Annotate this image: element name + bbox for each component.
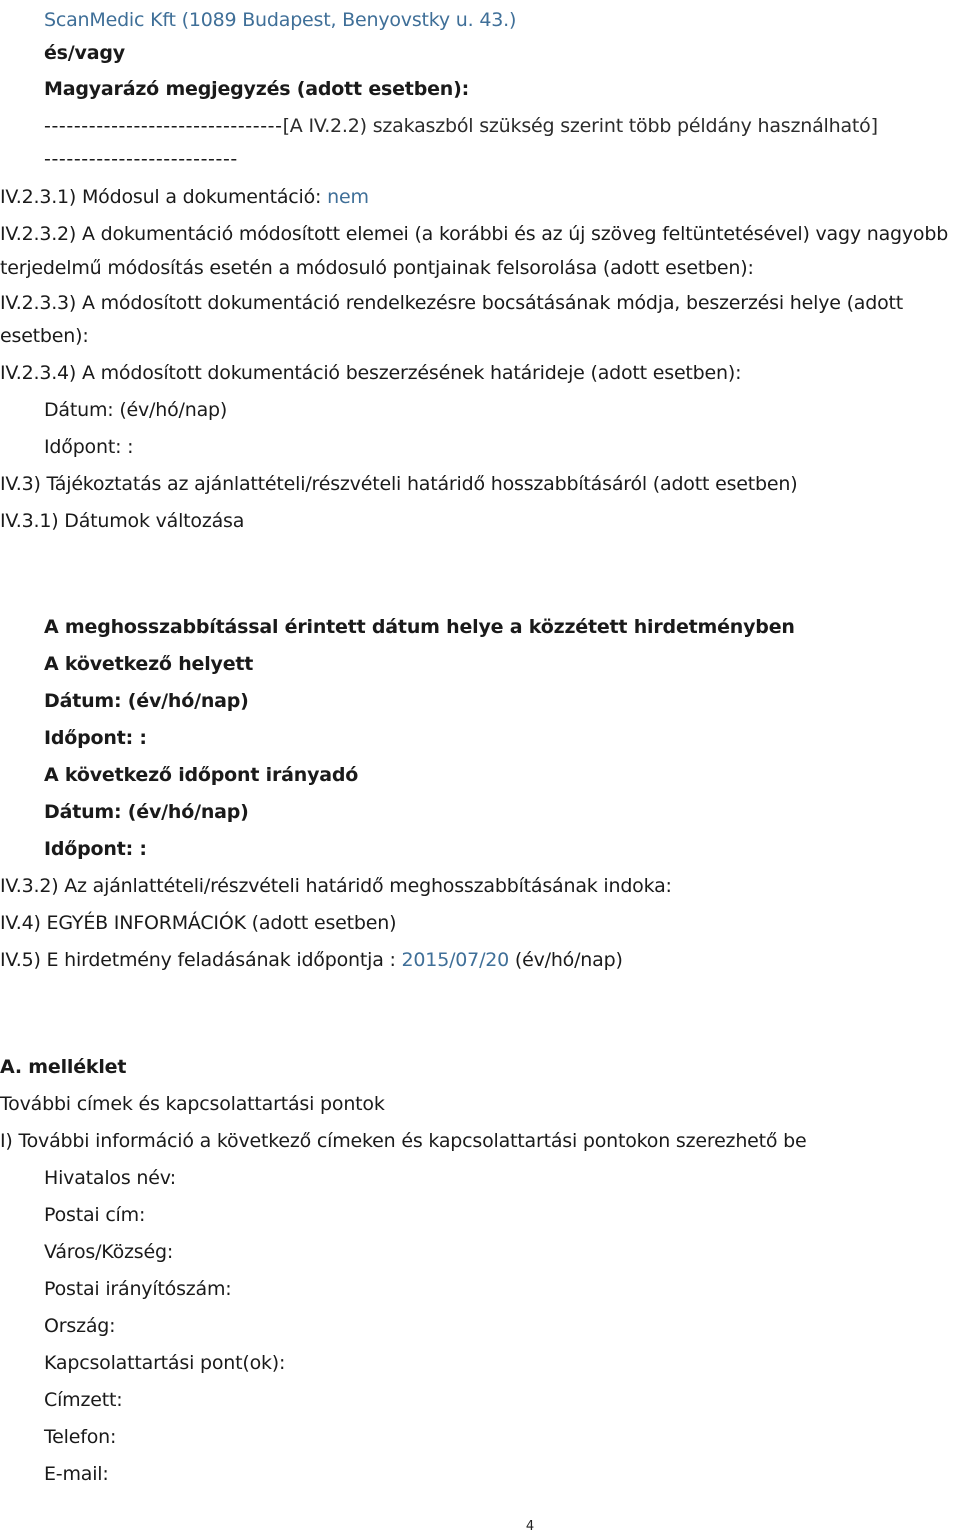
field-country: Ország: <box>44 1315 116 1337</box>
iv2-3-1-line <box>0 184 369 210</box>
dash-prefix: -------------------------------- <box>44 115 283 137</box>
iv5-line <box>0 947 623 973</box>
field-official-name: Hivatalos név: <box>44 1167 176 1189</box>
iv2-3-3-line2: esetben): <box>0 325 89 347</box>
iv2-3-2-line2: terjedelmű módosítás esetén a módosuló pontjainak felsorolása (adott esetben): <box>0 257 754 279</box>
iv2-3-2-line1: IV.2.3.2) A dokumentáció módosított elemei (a korábbi és az új szöveg feltüntetésével) vagy nagyobb <box>0 223 949 245</box>
field-email: E-mail: <box>44 1463 109 1485</box>
iv5-label: IV.5) E hirdetmény feladásának időpontja : <box>0 949 396 971</box>
iv2-3-3-line1: IV.2.3.3) A módosított dokumentáció rendelkezésre bocsátásának módja, beszerzési helye (adott <box>0 292 904 314</box>
iv3-1-title: IV.3.1) Dátumok változása <box>0 510 245 532</box>
company-address: ScanMedic Kft (1089 Budapest, Benyovstky u. 43.) <box>44 9 517 31</box>
field-city: Város/Község: <box>44 1241 174 1263</box>
annex-a-title: A. melléklet <box>0 1056 127 1078</box>
iv2-3-4-line: IV.2.3.4) A módosított dokumentáció beszerzésének határideje (adott esetben): <box>0 362 742 384</box>
annex-a-section-i: I) További információ a következő címeken és kapcsolattartási pontokon szerezhető be <box>0 1130 807 1152</box>
section-separator-line <box>44 113 878 139</box>
iv2-3-4-date: Dátum: (év/hó/nap) <box>44 399 228 421</box>
iv4-title: IV.4) EGYÉB INFORMÁCIÓK (adott esetben) <box>0 912 397 934</box>
iv2-3-1-label: IV.2.3.1) Módosul a dokumentáció: <box>0 186 322 208</box>
iv5-date-value: 2015/07/20 <box>401 949 510 971</box>
applicable-time: Időpont: : <box>44 838 147 860</box>
instead-of-time: Időpont: : <box>44 727 147 749</box>
iv5-unit: (év/hó/nap) <box>514 949 623 971</box>
field-postal-address: Postai cím: <box>44 1204 146 1226</box>
iv3-title: IV.3) Tájékoztatás az ajánlattételi/részvételi határidő hosszabbításáról (adott esetben) <box>0 473 798 495</box>
iv2-3-1-value: nem <box>327 186 369 208</box>
field-postal-code: Postai irányítószám: <box>44 1278 232 1300</box>
field-addressee: Címzett: <box>44 1389 123 1411</box>
instead-of-date: Dátum: (év/hó/nap) <box>44 690 249 712</box>
iv3-2-reason: IV.3.2) Az ajánlattételi/részvételi határidő meghosszabbításának indoka: <box>0 875 672 897</box>
separator-note: [A IV.2.2) szakaszból szükség szerint több példány használható] <box>282 115 878 137</box>
instead-of-heading: A következő helyett <box>44 653 254 675</box>
applicable-date: Dátum: (év/hó/nap) <box>44 801 249 823</box>
section-separator-line-2: -------------------------- <box>44 148 238 170</box>
affected-location-heading: A meghosszabbítással érintett dátum helye a közzétett hirdetményben <box>44 616 795 638</box>
explanatory-note-label: Magyarázó megjegyzés (adott esetben): <box>44 78 469 100</box>
iv2-3-4-time: Időpont: : <box>44 436 134 458</box>
field-contact-points: Kapcsolattartási pont(ok): <box>44 1352 286 1374</box>
page-number: 4 <box>525 1519 535 1534</box>
and-or-text: és/vagy <box>44 42 125 64</box>
annex-a-subtitle: További címek és kapcsolattartási pontok <box>0 1093 385 1115</box>
field-telephone: Telefon: <box>44 1426 117 1448</box>
applicable-heading: A következő időpont irányadó <box>44 764 359 786</box>
